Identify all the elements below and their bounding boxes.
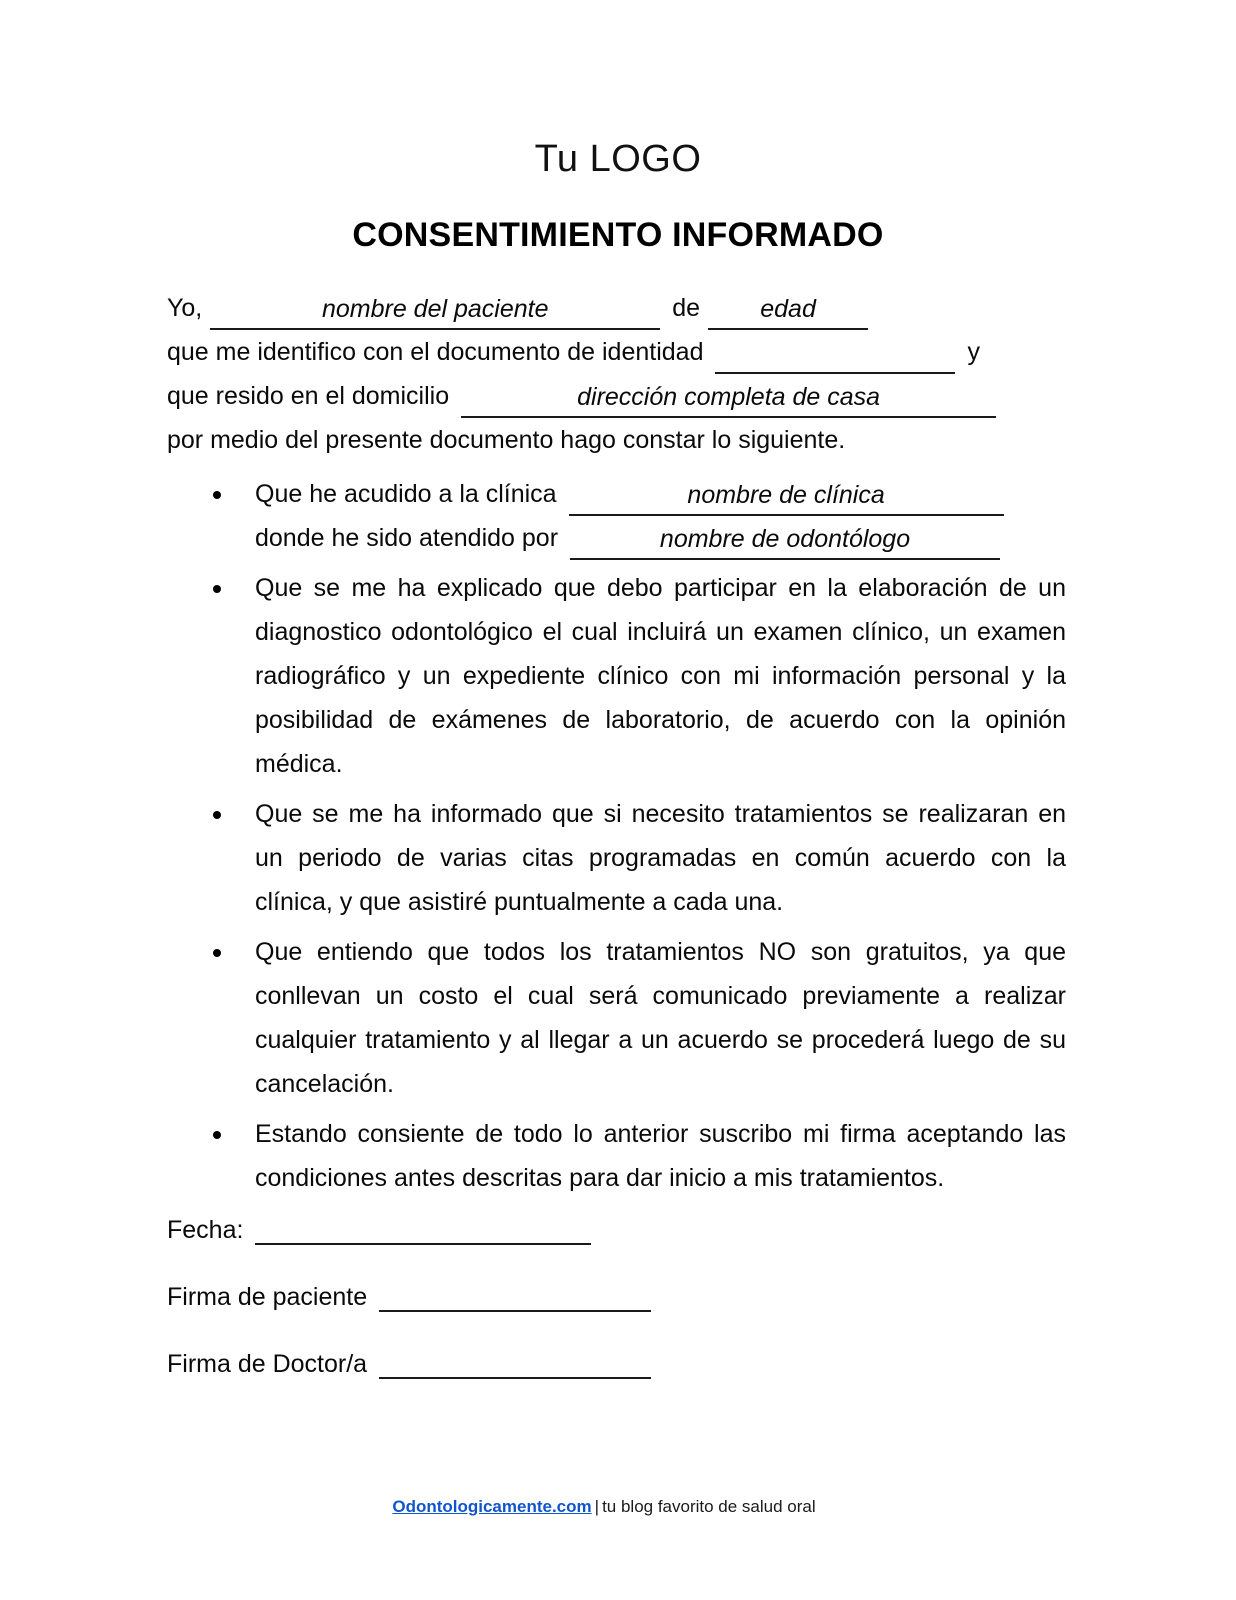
- intro-lead-yo: Yo,: [167, 294, 203, 322]
- intro-line-address: [167, 374, 1061, 418]
- identity-document-field[interactable]: [715, 344, 955, 374]
- footer-tagline: tu blog favorito de salud oral: [602, 1497, 816, 1516]
- patient-age-field[interactable]: edad: [708, 294, 868, 330]
- footer-divider: |: [594, 1497, 600, 1516]
- intro-line-closing: [167, 418, 1061, 462]
- intro-block: [0, 252, 1236, 462]
- doctor-signature-label: Firma de Doctor/a: [167, 1350, 368, 1378]
- list-item-text: Que se me ha explicado que debo participar en la elaboración de un diagnostico odontológico el cual incluirá un examen clínico, un examen radiográfico y un expediente clínico con mi información personal y la posibilidad de exámenes de laboratorio, de acuerdo con la opinión médica.: [255, 574, 1066, 778]
- footer: [0, 1497, 1236, 1517]
- date-label: Fecha:: [167, 1216, 244, 1244]
- date-field[interactable]: [255, 1219, 591, 1245]
- intro-lead-domicilio: que resido en el domicilio: [167, 382, 450, 410]
- website-link[interactable]: Odontologicamente.com: [392, 1497, 592, 1516]
- dentist-row: [255, 516, 1066, 560]
- patient-name-field[interactable]: nombre del paciente: [210, 294, 660, 330]
- list-item: [207, 566, 1066, 786]
- document-title: CONSENTIMIENTO INFORMADO: [352, 216, 884, 254]
- patient-signature-row: [167, 1272, 651, 1312]
- list-item: [207, 1112, 1066, 1200]
- intro-line-id: [167, 330, 1061, 374]
- intro-label-de: de: [672, 294, 701, 322]
- home-address-field[interactable]: dirección completa de casa: [461, 382, 996, 418]
- patient-signature-label: Firma de paciente: [167, 1283, 368, 1311]
- doctor-signature-field[interactable]: [379, 1353, 651, 1379]
- intro-lead-identidad: que me identifico con el documento de identidad: [167, 338, 704, 366]
- declaration-list: [0, 462, 1236, 1200]
- list-item: [207, 472, 1066, 560]
- intro-tail-y: y: [967, 338, 980, 366]
- dentist-name-field[interactable]: nombre de odontólogo: [570, 524, 1000, 560]
- patient-signature-field[interactable]: [379, 1286, 651, 1312]
- list-item-text: Que se me ha informado que si necesito tratamientos se realizaran en un periodo de varias citas programadas en común acuerdo con la clínica, y que asistiré puntualmente a cada una.: [255, 800, 1066, 916]
- doctor-signature-row: [167, 1339, 651, 1379]
- date-row: [167, 1205, 651, 1245]
- list-item-text: Estando consiente de todo lo anterior suscribo mi firma aceptando las condiciones antes descritas para dar inicio a mis tratamientos.: [255, 1120, 1066, 1192]
- clinic-name-field[interactable]: nombre de clínica: [569, 480, 1004, 516]
- list-item-text: Que entiendo que todos los tratamientos NO son gratuitos, ya que conllevan un costo el cual será comunicado previamente a realizar cualquier tratamiento y al llegar a un acuerdo se procederá luego de su cancelación.: [255, 938, 1066, 1098]
- list-item: [207, 792, 1066, 924]
- intro-closing-text: por medio del presente documento hago constar lo siguiente.: [167, 426, 846, 454]
- intro-line-name-age: [167, 286, 1061, 330]
- signature-block: [167, 1205, 651, 1406]
- dentist-label: donde he sido atendido por: [255, 524, 559, 552]
- clinic-row: [255, 472, 1066, 516]
- logo-text: Tu LOGO: [534, 138, 702, 180]
- clinic-label: Que he acudido a la clínica: [255, 480, 557, 508]
- list-item: [207, 930, 1066, 1106]
